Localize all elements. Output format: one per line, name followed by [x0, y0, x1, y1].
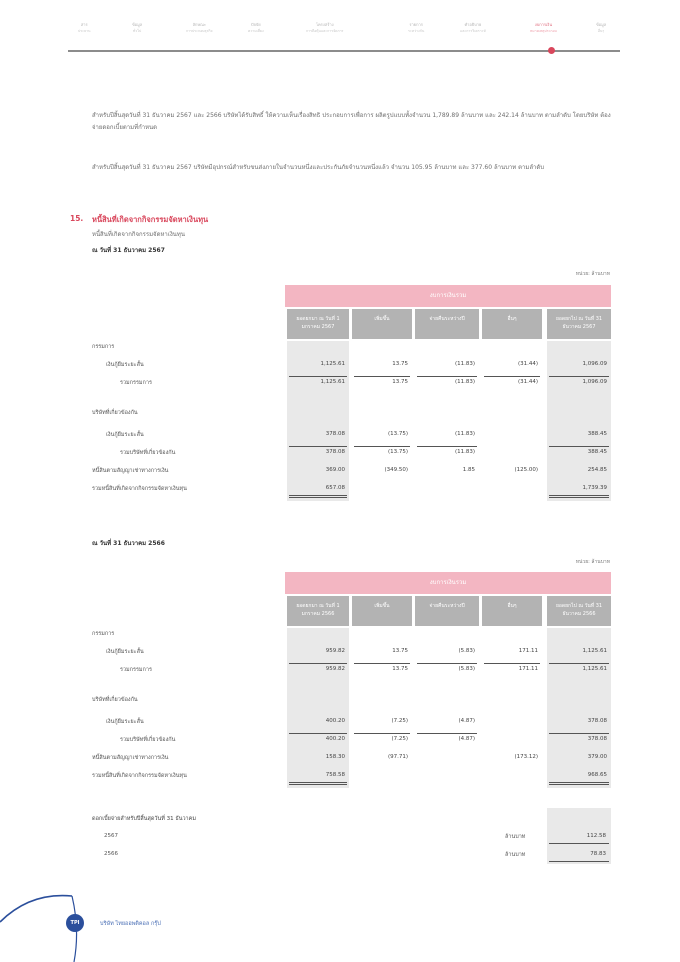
nav-item[interactable] — [408, 22, 424, 34]
company-logo: TPI — [66, 914, 84, 932]
table-row-label: กรรมการ — [92, 344, 115, 350]
table-row-label: รวมหนี้สินที่เกิดจากกิจกรรมจัดหาเงินทุน — [92, 773, 187, 779]
unit-label: หน่วย: ล้านบาท — [575, 271, 610, 277]
table-cell: (173.12) — [514, 754, 538, 760]
table-cell: (5.83) — [458, 666, 475, 672]
cell-underline — [289, 663, 347, 664]
table-cell: (11.83) — [454, 379, 475, 385]
table-row-label: บริษัทที่เกี่ยวข้องกัน — [92, 410, 138, 416]
table-row-label: เงินกู้ยืมระยะสั้น — [106, 719, 144, 725]
summary-value: 78.83 — [590, 851, 606, 857]
nav-item-label: งบการเงิน — [534, 22, 553, 27]
nav-item[interactable] — [306, 22, 343, 34]
body-paragraph: สำหรับปีสิ้นสุดวันที่ 31 ธันวาคม 2567 และ 2566 บริษัทได้รับสิทธิ์ ให้ความเห็นเรื่องสิทธิ ประกอบการเพื่อการ ผลิตรูปแบบทั้งจำนวน 1,789.89 ล้านบาท และ 242.14 ล้านบาท ตามลำดับ โดยบริษัท ต้องจ่ายดอกเบี้ยตามที่กำหนด — [92, 112, 611, 131]
nav-item-label: ลักษณะ — [192, 22, 206, 27]
nav-item-sublabel: ระหว่างกัน — [408, 29, 425, 33]
cell-underline — [484, 376, 540, 377]
cell-underline — [354, 446, 410, 447]
table-cell: 171.11 — [518, 666, 538, 672]
table-cell: 400.20 — [325, 736, 345, 742]
table-cell: 158.30 — [325, 754, 345, 760]
column-header: เพิ่มขึ้น — [352, 309, 412, 339]
table-cell: (97.71) — [387, 754, 408, 760]
table-cell: 1,125.61 — [582, 666, 607, 672]
table-cell: 369.00 — [325, 467, 345, 473]
section-subtitle: หนี้สินที่เกิดจากกิจกรรมจัดหาเงินทุน — [92, 231, 185, 238]
table-row-label: เงินกู้ยืมระยะสั้น — [106, 362, 144, 368]
cell-underline — [354, 663, 410, 664]
table-cell: (4.87) — [458, 718, 475, 724]
summary-value: 112.58 — [586, 833, 606, 839]
nav-item[interactable] — [132, 22, 142, 34]
table-cell: (11.83) — [454, 449, 475, 455]
table-cell: 378.08 — [587, 736, 607, 742]
section-title: หนี้สินที่เกิดจากกิจกรรมจัดหาเงินทุน — [92, 215, 209, 224]
cell-underline — [417, 663, 477, 664]
table-row-label: หนี้สินตามสัญญาเช่าทางการเงิน — [92, 755, 169, 761]
table-cell: 959.82 — [325, 648, 345, 654]
cell-underline — [289, 733, 347, 734]
cell-underline — [549, 733, 609, 734]
cell-underline — [549, 446, 609, 447]
table-cell: 13.75 — [392, 361, 408, 367]
nav-item-sublabel: อื่นๆ — [597, 29, 605, 33]
table-group-header: งบการเงินรวม — [285, 285, 611, 307]
column-header: อื่นๆ — [482, 309, 542, 339]
nav-active-indicator — [548, 47, 555, 54]
table-cell: 400.20 — [325, 718, 345, 724]
cell-underline — [417, 446, 477, 447]
table-row-label: เงินกู้ยืมระยะสั้น — [106, 432, 144, 438]
nav-item-sublabel: และการวิเคราะห์ — [460, 29, 486, 33]
nav-item-label: โครงสร้าง — [315, 22, 334, 27]
table-cell: (7.25) — [391, 736, 408, 742]
summary-year: 2566 — [104, 851, 118, 857]
table-row-label: รวมกรรมการ — [120, 667, 152, 673]
table-cell: (31.44) — [517, 361, 538, 367]
unit-label: หน่วย: ล้านบาท — [575, 559, 610, 565]
nav-divider — [68, 50, 620, 52]
table-row-label: รวมบริษัทที่เกี่ยวข้องกัน — [120, 450, 176, 456]
table-cell: 379.00 — [587, 754, 607, 760]
nav-item-label: คำอธิบาย — [464, 22, 482, 27]
nav-item-sublabel: ความเสี่ยง — [248, 29, 264, 33]
nav-item-active[interactable] — [530, 22, 557, 34]
table-cell: 968.65 — [587, 772, 607, 778]
footer-company-name: บริษัท ไทยออพติคอล กรุ๊ป — [100, 921, 161, 927]
table-cell: 959.82 — [325, 666, 345, 672]
summary-unit: ล้านบาท — [505, 834, 526, 840]
top-navigation — [68, 16, 620, 52]
summary-year: 2567 — [104, 833, 118, 839]
nav-item-sublabel: หมายเหตุประกอบ — [530, 29, 557, 33]
cell-underline — [549, 663, 609, 664]
footer-curve-decoration — [0, 870, 120, 962]
column-header: ยอดยกไป ณ วันที่ 31 ธันวาคม 2566 — [547, 596, 611, 626]
table-cell: 254.85 — [587, 467, 607, 473]
table-cell: 388.45 — [587, 431, 607, 437]
table-cell: (13.75) — [387, 449, 408, 455]
cell-underline — [417, 376, 477, 377]
summary-underline — [549, 861, 609, 862]
section-number: 15. — [70, 214, 84, 223]
table-cell: (7.25) — [391, 718, 408, 724]
nav-item[interactable] — [460, 22, 486, 34]
table-cell: 388.45 — [587, 449, 607, 455]
nav-item-sublabel: ประธาน — [78, 29, 91, 33]
nav-item-label: รายการ — [409, 22, 423, 27]
cell-underline — [484, 663, 540, 664]
table-row-label: บริษัทที่เกี่ยวข้องกัน — [92, 697, 138, 703]
column-header: จ่ายคืนระหว่างปี — [415, 309, 479, 339]
table-cell: 13.75 — [392, 379, 408, 385]
cell-underline — [417, 733, 477, 734]
table-cell: 378.08 — [587, 718, 607, 724]
table-cell: 13.75 — [392, 666, 408, 672]
table-cell: (125.00) — [514, 467, 538, 473]
cell-underline — [354, 376, 410, 377]
table-cell: 171.11 — [518, 648, 538, 654]
table-row-label: รวมกรรมการ — [120, 380, 152, 386]
table-group-header: งบการเงินรวม — [285, 572, 611, 594]
table-cell: 1,125.61 — [320, 379, 345, 385]
nav-item-sublabel: การประกอบธุรกิจ — [186, 29, 213, 33]
table-row-label: รวมหนี้สินที่เกิดจากกิจกรรมจัดหาเงินทุน — [92, 486, 187, 492]
summary-heading: ดอกเบี้ยจ่ายสำหรับปีสิ้นสุดวันที่ 31 ธันวาคม — [92, 816, 196, 822]
table-row-label: หนี้สินตามสัญญาเช่าทางการเงิน — [92, 468, 169, 474]
table-cell: 378.08 — [325, 431, 345, 437]
column-header: ยอดยกมา ณ วันที่ 1 มกราคม 2567 — [287, 309, 349, 339]
table-date-heading: ณ วันที่ 31 ธันวาคม 2566 — [92, 540, 165, 547]
table-cell: 1.85 — [462, 467, 475, 473]
nav-item-label: สาร — [80, 22, 88, 27]
table-cell: 657.08 — [325, 485, 345, 491]
cell-underline — [289, 376, 347, 377]
table-cell: 1,739.39 — [582, 485, 607, 491]
table-cell: (11.83) — [454, 431, 475, 437]
table-cell: 1,096.09 — [582, 379, 607, 385]
nav-item[interactable] — [248, 22, 264, 34]
summary-underline — [549, 843, 609, 844]
column-header: อื่นๆ — [482, 596, 542, 626]
table-cell: (31.44) — [517, 379, 538, 385]
cell-double-underline — [289, 495, 347, 498]
summary-unit: ล้านบาท — [505, 852, 526, 858]
table-date-heading: ณ วันที่ 31 ธันวาคม 2567 — [92, 247, 165, 254]
nav-item-sublabel: ทั่วไป — [132, 29, 142, 33]
column-header: จ่ายคืนระหว่างปี — [415, 596, 479, 626]
table-cell: (13.75) — [387, 431, 408, 437]
nav-item[interactable] — [78, 22, 90, 34]
table-cell: 1,125.61 — [582, 648, 607, 654]
table-cell: (5.83) — [458, 648, 475, 654]
cell-double-underline — [549, 495, 609, 498]
body-paragraph: สำหรับปีสิ้นสุดวันที่ 31 ธันวาคม 2567 บริษัทมีอุปกรณ์สำหรับขนส่งภายในจำนวนหนึ่งและประกันภัยจำนวนหนึ่งแล้ว จำนวน 105.95 ล้านบาท และ 377.60 ล้านบาท ตามลำดับ — [92, 164, 545, 171]
cell-double-underline — [289, 782, 347, 785]
column-header: เพิ่มขึ้น — [352, 596, 412, 626]
table-cell: 758.58 — [325, 772, 345, 778]
cell-underline — [549, 376, 609, 377]
nav-item-label: ข้อมูล — [132, 22, 143, 27]
column-header: ยอดยกไป ณ วันที่ 31 ธันวาคม 2567 — [547, 309, 611, 339]
cell-underline — [354, 733, 410, 734]
cell-underline — [289, 446, 347, 447]
nav-item[interactable] — [186, 22, 213, 34]
table-cell: 378.08 — [325, 449, 345, 455]
table-cell: (11.83) — [454, 361, 475, 367]
table-cell: (4.87) — [458, 736, 475, 742]
nav-item-label: ปัจจัย — [251, 22, 261, 27]
table-cell: 13.75 — [392, 648, 408, 654]
column-header: ยอดยกมา ณ วันที่ 1 มกราคม 2566 — [287, 596, 349, 626]
table-row-label: รวมบริษัทที่เกี่ยวข้องกัน — [120, 737, 176, 743]
table-row-label: เงินกู้ยืมระยะสั้น — [106, 649, 144, 655]
table-cell: 1,096.09 — [582, 361, 607, 367]
nav-item-sublabel: การถือหุ้นและการจัดการ — [306, 29, 344, 33]
nav-item[interactable] — [596, 22, 606, 34]
table-cell: (349.50) — [384, 467, 408, 473]
table-row-label: กรรมการ — [92, 631, 115, 637]
nav-item-label: ข้อมูล — [596, 22, 607, 27]
cell-double-underline — [549, 782, 609, 785]
table-cell: 1,125.61 — [320, 361, 345, 367]
